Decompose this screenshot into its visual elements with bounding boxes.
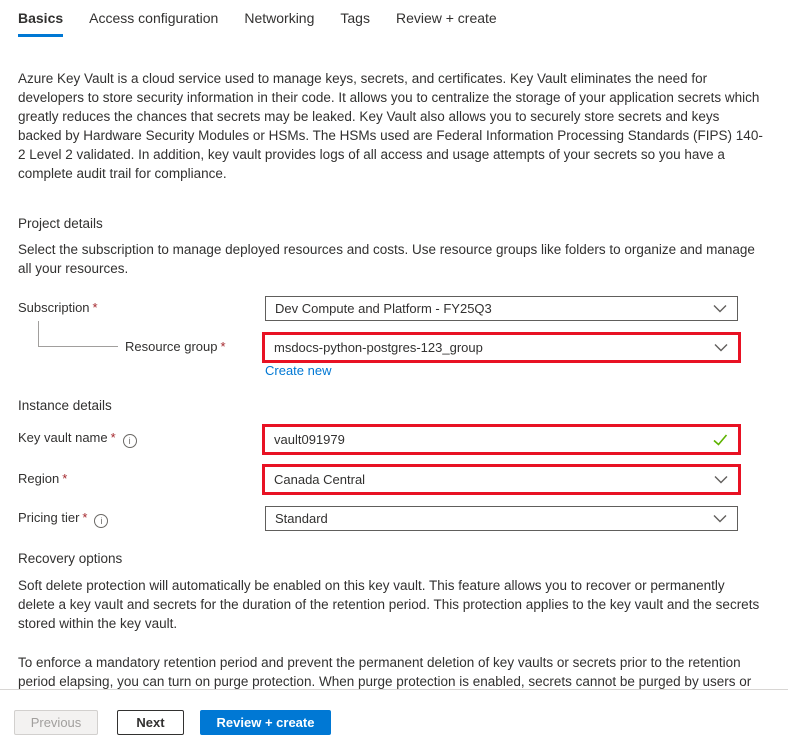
subscription-label (18, 300, 98, 315)
pricing-tier-dropdown[interactable] (265, 506, 738, 531)
project-details-description: Select the subscription to manage deployed resources and costs. Use resource groups like folders to organize and manage all your resources. (18, 242, 755, 276)
create-new-resource-group-link[interactable]: Create new (265, 363, 332, 378)
tab-networking[interactable]: Networking (244, 10, 315, 26)
section-title-instance-details: Instance details (18, 398, 112, 413)
pricing-tier-label (18, 510, 108, 528)
chevron-down-icon (713, 304, 727, 313)
subscription-dropdown[interactable] (265, 296, 738, 321)
required-asterisk: * (82, 510, 88, 525)
recovery-options-description: Soft delete protection will automatically be enabled on this key vault. This feature allows you to recover or permanently delete a key vault and secrets for the duration of the retention period. This protection applies to the key vault and the secrets stored within the key vault. (18, 578, 760, 631)
key-vault-name-input[interactable] (265, 427, 713, 452)
wizard-footer (0, 690, 788, 750)
wizard-tab-strip (18, 10, 523, 37)
key-vault-name-label-text: Key vault name (18, 430, 108, 445)
tab-tags[interactable]: Tags (340, 10, 370, 26)
pricing-tier-value: Standard (275, 511, 328, 526)
region-value: Canada Central (274, 472, 366, 487)
previous-button[interactable]: Previous (14, 710, 98, 735)
tab-review-create[interactable]: Review + create (395, 10, 497, 26)
key-vault-name-label (18, 430, 137, 448)
chevron-down-icon (714, 343, 728, 352)
tab-basics[interactable]: Basics (18, 10, 63, 37)
info-icon[interactable]: i (94, 514, 108, 528)
resource-group-label-text: Resource group (125, 339, 218, 354)
chevron-down-icon (714, 475, 728, 484)
required-asterisk: * (62, 471, 68, 486)
section-title-project-details: Project details (18, 216, 103, 231)
region-dropdown[interactable] (262, 464, 741, 495)
resource-group-value: msdocs-python-postgres-123_group (274, 340, 483, 355)
required-asterisk: * (220, 339, 226, 354)
resource-group-label (125, 339, 226, 354)
required-asterisk: * (110, 430, 116, 445)
section-title-recovery-options: Recovery options (18, 551, 123, 566)
resource-group-dropdown[interactable] (262, 332, 741, 363)
next-button[interactable]: Next (117, 710, 184, 735)
purge-protection-text-clip (0, 653, 788, 689)
service-description-text: Azure Key Vault is a cloud service used to manage keys, secrets, and certificates. Key Vault eliminates the need for developers to store security information in their code. It allows you to centralize the storage of your application secrets which greatly reduces the chances that secrets may be leaked. Key Vault also allows you to securely store secrets and keys backed by Hardware Security Modules or HSMs. The HSMs used are Federal Information Processing Standards (FIPS) 140-2 Level 2 validated. In addition, key vault provides logs of all access and usage attempts of your secrets so you have a complete audit trail for compliance. (18, 71, 763, 181)
pricing-tier-label-text: Pricing tier (18, 510, 80, 525)
tab-access-configuration[interactable]: Access configuration (89, 10, 219, 26)
subscription-label-text: Subscription (18, 300, 90, 315)
info-icon[interactable]: i (123, 434, 137, 448)
required-asterisk: * (92, 300, 98, 315)
subscription-value: Dev Compute and Platform - FY25Q3 (275, 301, 492, 316)
region-label (18, 471, 67, 486)
key-vault-name-field (262, 424, 741, 455)
region-label-text: Region (18, 471, 60, 486)
hierarchy-connector-line (38, 321, 118, 347)
chevron-down-icon (713, 514, 727, 523)
checkmark-icon (713, 434, 728, 446)
review-create-button[interactable]: Review + create (200, 710, 331, 735)
purge-protection-text: To enforce a mandatory retention period and prevent the permanent deletion of key vaults or secrets prior to the retention period elapsing, you can turn on purge protection. When purge protection is enabled, secrets cannot be purged by users or (18, 655, 752, 689)
